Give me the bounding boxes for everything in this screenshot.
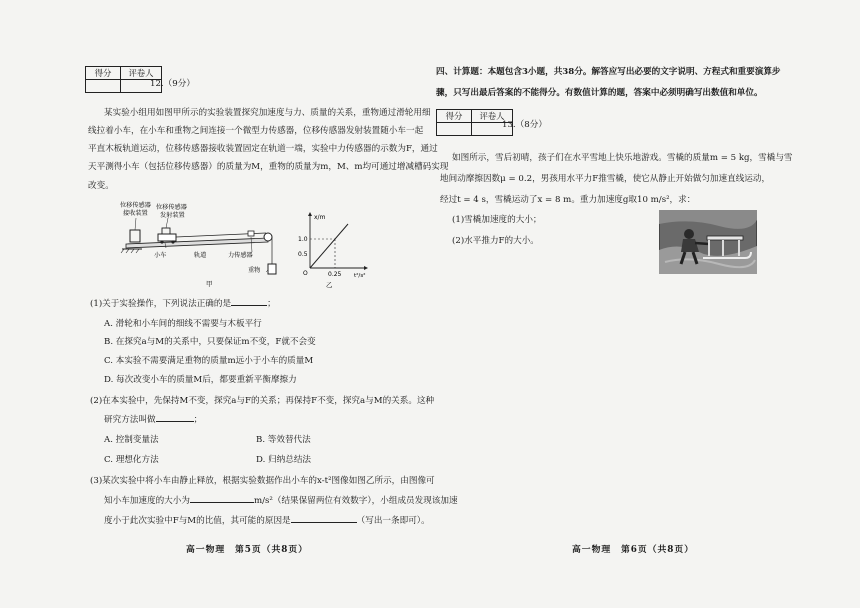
track (126, 238, 268, 248)
label-receiver-1: 位移传感器 (120, 202, 151, 209)
label-receiver-2: 接收装置 (123, 210, 148, 217)
score-cell[interactable] (437, 123, 472, 136)
label-emitter-1: 位移传感器 (156, 204, 187, 211)
q12-sub3-line-2: 知小车加速度的大小为 m/s²（结果保留两位有效数字），小组成员发现该加速 (104, 496, 458, 506)
page-footer-right: 高一物理 第6页（共8页） (572, 545, 695, 555)
score-cell[interactable] (86, 80, 121, 93)
label-car: 小车 (154, 252, 167, 259)
q13-sub1: (1)雪橇加速度的大小； (452, 215, 542, 225)
label-track: 轨道 (194, 252, 207, 259)
q12-sub1-option-d: D. 每次改变小车的质量M后，都要重新平衡摩擦力 (104, 375, 297, 385)
q12-intro-line-2: 线拉着小车，在小车和重物之间连接一个微型力传感器，位移传感器发射装置随小车一起 (88, 126, 424, 136)
q12-intro-line-4: 天平测得小车（包括位移传感器）的质量为M，重物的质量为m，M、m均可通过增减槽码实现 (88, 162, 449, 172)
answer-blank-2[interactable] (156, 421, 194, 422)
grader-header: 评卷人 (472, 110, 513, 123)
label-weight: 重物 (248, 267, 261, 274)
question-12-number: 12.（9分） (150, 79, 195, 89)
q13-body-line-3: 经过t = 4 s，雪橇运动了x = 8 m。重力加速度g取10 m/s²，求： (440, 195, 696, 205)
force-sensor (248, 231, 254, 236)
receiver-device (130, 230, 140, 242)
tick-y-1: 1.0 (298, 236, 308, 243)
figure-jia-apparatus (118, 200, 288, 290)
q13-sub2: (2)水平推力F的大小。 (452, 236, 539, 246)
x-axis-label: t²/s² (354, 273, 366, 279)
emitter-device (162, 228, 170, 234)
data-line (310, 224, 348, 268)
q12-sub3-line-1: (3)某次实验中将小车由静止释放，根据实验数据作出小车的x-t²图像如图乙所示，由图像可 (90, 476, 435, 486)
section-title-line-1: 四、计算题：本题包含3小题，共38分。解答应写出必要的文字说明、方程式和重要演算步 (436, 67, 781, 77)
q12-sub1-option-c: C. 本实验不需要满足重物的质量m远小于小车的质量M (104, 356, 314, 366)
y-axis-label: x/m (314, 214, 326, 221)
tick-y-2: 0.5 (298, 251, 308, 258)
q12-sub2-option-c: C. 理想化方法 (104, 455, 159, 465)
figure-jia-caption: 甲 (206, 280, 213, 288)
q12-intro-line-3: 平直木板轨道运动，位移传感器接收装置固定在轨道一端，实验中力传感器的示数为F，通过 (88, 144, 438, 154)
q12-sub2-option-d: D. 归纳总结法 (256, 455, 312, 465)
right-page (430, 0, 860, 608)
question-13-number: 13.（8分） (502, 120, 547, 130)
sled-photo (659, 210, 757, 274)
score-header: 得分 (86, 67, 121, 80)
figure-yi-caption: 乙 (326, 281, 333, 289)
page-footer-left: 高一物理 第5页（共8页） (186, 545, 309, 555)
q12-sub2-line-1: (2)在本实验中，先保持M不变，探究a与F的关系；再保持F不变，探究a与M的关系。这种 (90, 396, 435, 406)
answer-blank-3[interactable] (190, 502, 254, 503)
figure-yi-graph (290, 210, 370, 290)
pulley (264, 233, 272, 241)
weight (268, 264, 276, 274)
car (158, 234, 176, 241)
q12-intro-line-1: 某实验小组用如图甲所示的实验装置探究加速度与力、质量的关系，重物通过滑轮用细 (104, 108, 431, 118)
q12-sub2-option-a: A. 控制变量法 (104, 435, 159, 445)
q12-sub3-line-3: 度小于此次实验中F与M的比值，其可能的原因是 （写出一条即可）。 (104, 516, 430, 526)
q12-sub1-option-a: A. 滑轮和小车间的细线不需要与木板平行 (104, 319, 262, 329)
answer-blank-1[interactable] (231, 305, 267, 306)
q12-intro-line-5: 改变。 (88, 181, 114, 191)
grader-header: 评卷人 (121, 67, 162, 80)
score-header: 得分 (437, 110, 472, 123)
tick-origin: O (303, 270, 308, 277)
section-title-line-2: 骤，只写出最后答案的不能得分。有数值计算的题，答案中必须明确写出数值和单位。 (436, 88, 763, 98)
q13-body-line-2: 地间动摩擦因数μ = 0.2，男孩用水平力F推雪橇，使它从静止开始做匀加速直线运动， (440, 174, 771, 184)
q13-body-line-1: 如图所示，雪后初晴，孩子们在水平雪地上快乐地游戏。雪橇的质量m = 5 kg，雪橇与雪 (452, 153, 793, 163)
answer-blank-4[interactable] (291, 522, 357, 523)
label-force-sensor: 力传感器 (228, 252, 253, 259)
q12-sub1: (1)关于实验操作，下列说法正确的是 ； (90, 299, 276, 309)
tick-x-1: 0.25 (328, 271, 342, 278)
q12-sub2-line-2: 研究方法叫做 ； (104, 415, 203, 425)
q12-sub1-option-b: B. 在探究a与M的关系中，只要保证m不变，F就不会变 (104, 337, 316, 347)
label-emitter-2: 发射装置 (160, 212, 185, 219)
q12-sub2-option-b: B. 等效替代法 (256, 435, 311, 445)
